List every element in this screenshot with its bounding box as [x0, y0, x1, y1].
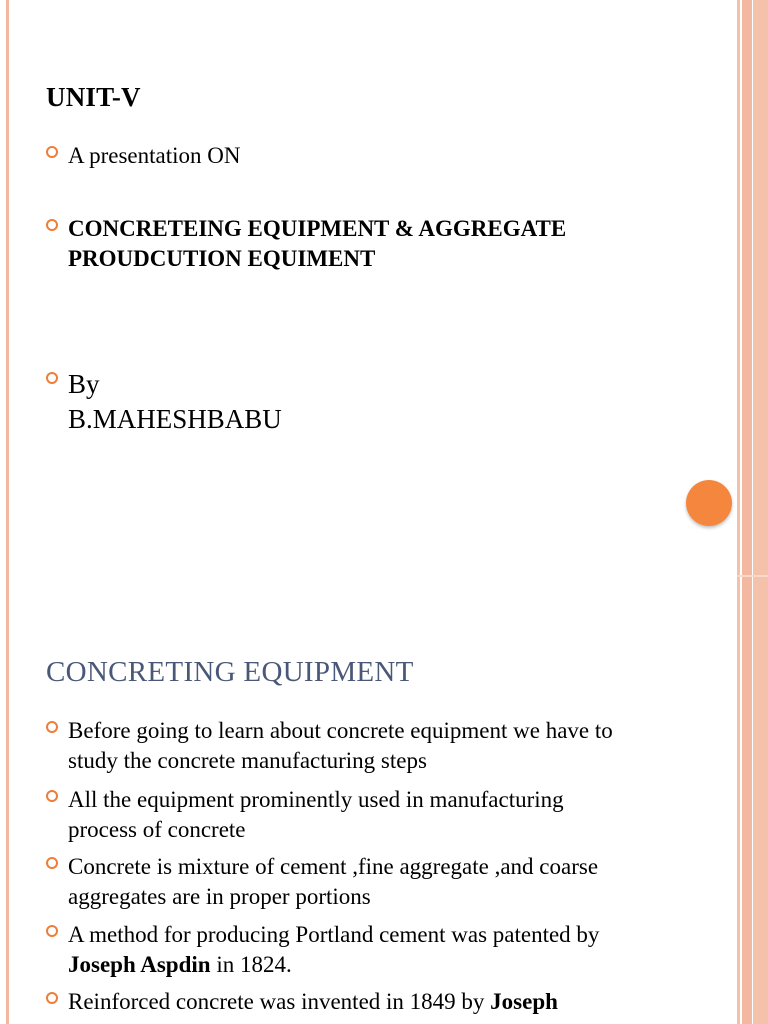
- bullet-text-bold: Joseph Aspdin: [68, 952, 211, 977]
- bullet-text: [68, 367, 282, 437]
- slide2-bullet-4: [46, 920, 646, 980]
- bullet-text: [68, 920, 646, 980]
- by-label: By: [68, 369, 100, 399]
- slide1-bullet-author: [46, 367, 656, 437]
- bullet-text: Concrete is mixture of cement ,fine aggregate ,and coarse aggregates are in proper portions: [68, 854, 599, 909]
- author-name: B.MAHESHBABU: [68, 404, 282, 434]
- bullet-text: All the equipment prominently used in manufacturing process of concrete: [68, 787, 564, 842]
- orange-circle-icon: [686, 480, 732, 526]
- slide1-bullet-presentation: [46, 141, 656, 171]
- bullet-text-bold: Joseph: [490, 989, 558, 1014]
- bullet-circle-icon: [46, 790, 58, 802]
- slide1-title: UNIT-V: [46, 82, 141, 112]
- bullet-text-post: in 1824.: [210, 952, 292, 977]
- slide1-bullet-topic: [46, 214, 646, 274]
- bullet-text: Before going to learn about concrete equipment we have to study the concrete manufacturing steps: [68, 718, 613, 773]
- slide2-bullet-3: [46, 852, 606, 912]
- bullet-text-pre: Reinforced concrete was invented in 1849 by: [68, 989, 491, 1014]
- bullet-text-pre: A method for producing Portland cement was patented by: [68, 922, 600, 947]
- bullet-circle-icon: [46, 219, 58, 231]
- bullet-text: A presentation ON: [68, 143, 241, 168]
- slide2-bullet-1: [46, 716, 656, 776]
- bullet-circle-icon: [46, 372, 58, 384]
- bullet-circle-icon: [46, 992, 58, 1004]
- bullet-text: [68, 987, 558, 1017]
- right-stripe-2: [742, 0, 752, 1024]
- slide2-title: CONCRETING EQUIPMENT: [46, 656, 414, 688]
- bullet-circle-icon: [46, 857, 58, 869]
- right-stripe-3: [753, 0, 768, 1024]
- slide-divider: [737, 575, 768, 577]
- bullet-circle-icon: [46, 721, 58, 733]
- slide2-bullet-5: [46, 987, 666, 1017]
- bullet-circle-icon: [46, 925, 58, 937]
- left-border-line: [6, 0, 9, 1024]
- bullet-text: CONCRETEING EQUIPMENT & AGGREGATE PROUDCUTION EQUIMENT: [68, 216, 567, 271]
- slide2-bullet-2: [46, 785, 636, 845]
- bullet-circle-icon: [46, 146, 58, 158]
- right-stripe-1: [737, 0, 740, 1024]
